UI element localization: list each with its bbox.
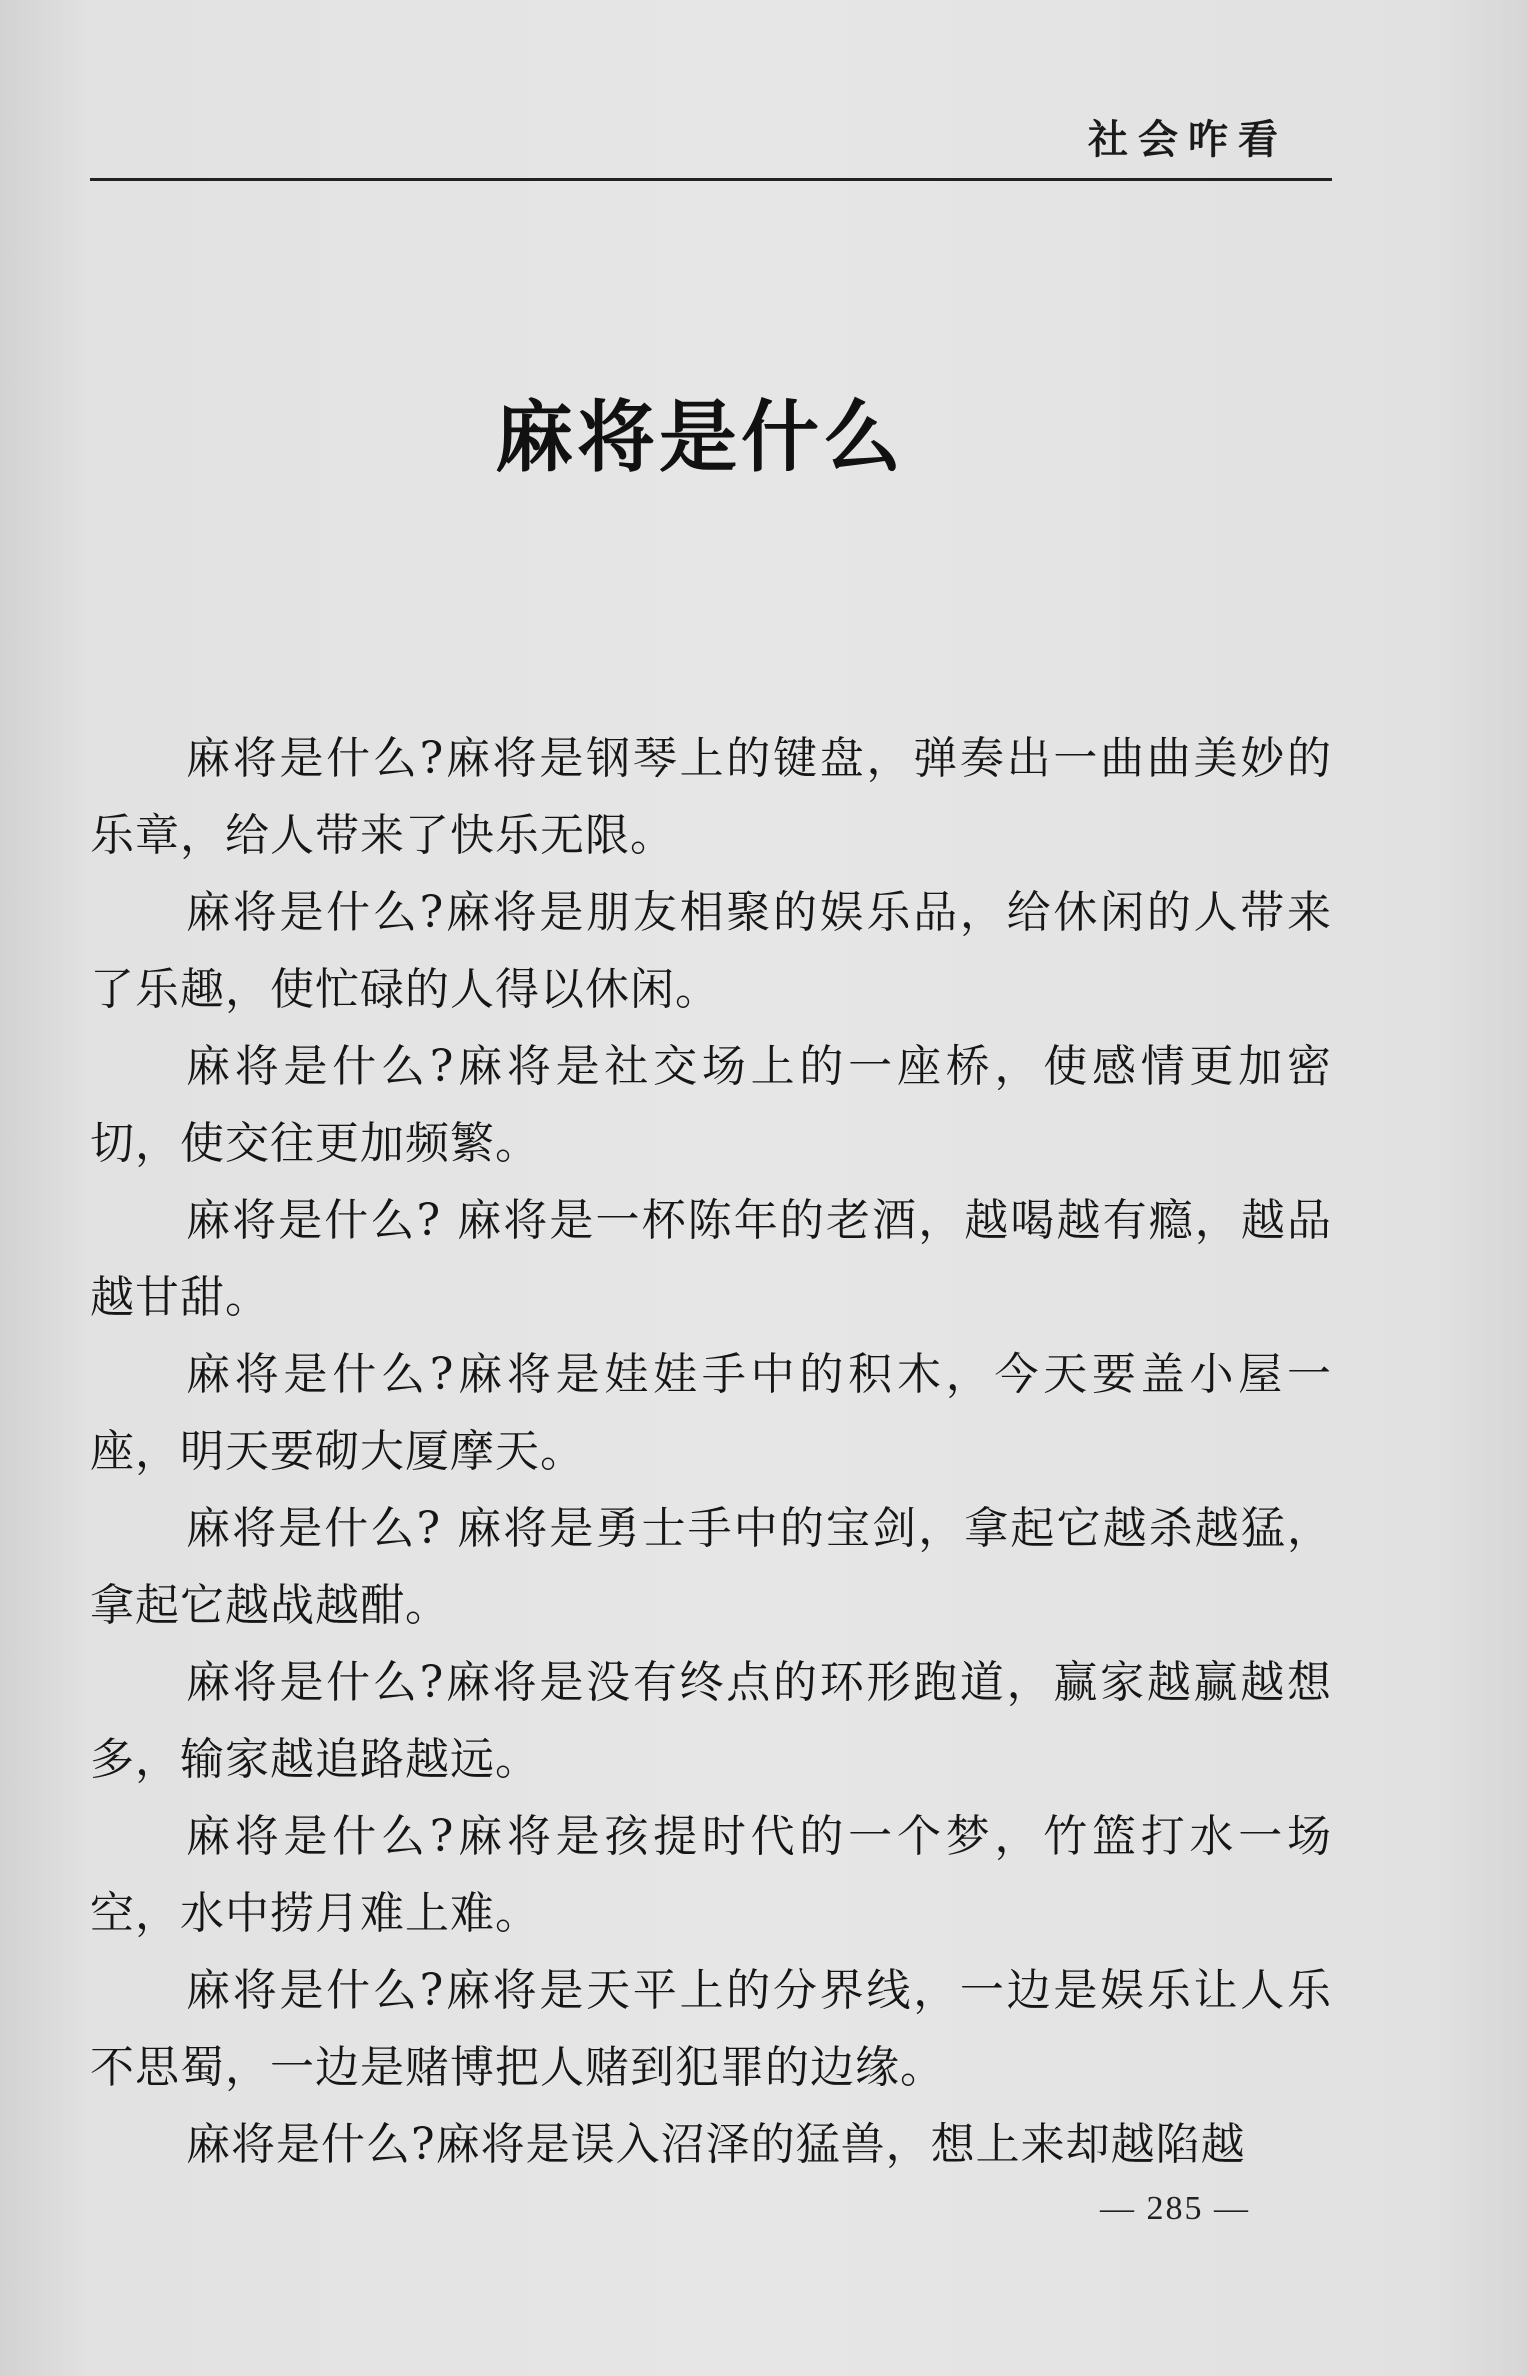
paragraph-10: 麻将是什么?麻将是误入沼泽的猛兽，想上来却越陷越 [186,2119,1246,2170]
section-header: 社会咋看 [1088,117,1288,163]
paragraph-9: 麻将是什么?麻将是天平上的分界线，一边是娱乐让人乐不思蜀，一边是赌博把人赌到犯罪的边缘。 [90,1965,1332,2093]
paragraph-5: 麻将是什么?麻将是娃娃手中的积木，今天要盖小屋一座，明天要砌大厦摩天。 [90,1349,1332,1477]
paragraph-3: 麻将是什么?麻将是社交场上的一座桥，使感情更加密切，使交往更加频繁。 [90,1041,1332,1169]
paragraph-4: 麻将是什么? 麻将是一杯陈年的老酒，越喝越有瘾，越品越甘甜。 [90,1195,1332,1323]
paragraph-1: 麻将是什么?麻将是钢琴上的键盘，弹奏出一曲曲美妙的乐章，给人带来了快乐无限。 [90,733,1332,861]
paragraph-2: 麻将是什么?麻将是朋友相聚的娱乐品，给休闲的人带来了乐趣，使忙碌的人得以休闲。 [90,887,1332,1015]
paragraph-7: 麻将是什么?麻将是没有终点的环形跑道，赢家越赢越想多，输家越追路越远。 [90,1657,1332,1785]
article-body [90,720,1332,2183]
paragraph-8: 麻将是什么?麻将是孩提时代的一个梦，竹篮打水一场空，水中捞月难上难。 [90,1811,1332,1939]
page-number: — 285 — [1100,2190,1250,2227]
header-divider [90,178,1332,181]
article-title: 麻将是什么 [494,392,905,483]
paragraph-6: 麻将是什么? 麻将是勇士手中的宝剑，拿起它越杀越猛，拿起它越战越酣。 [90,1503,1332,1631]
